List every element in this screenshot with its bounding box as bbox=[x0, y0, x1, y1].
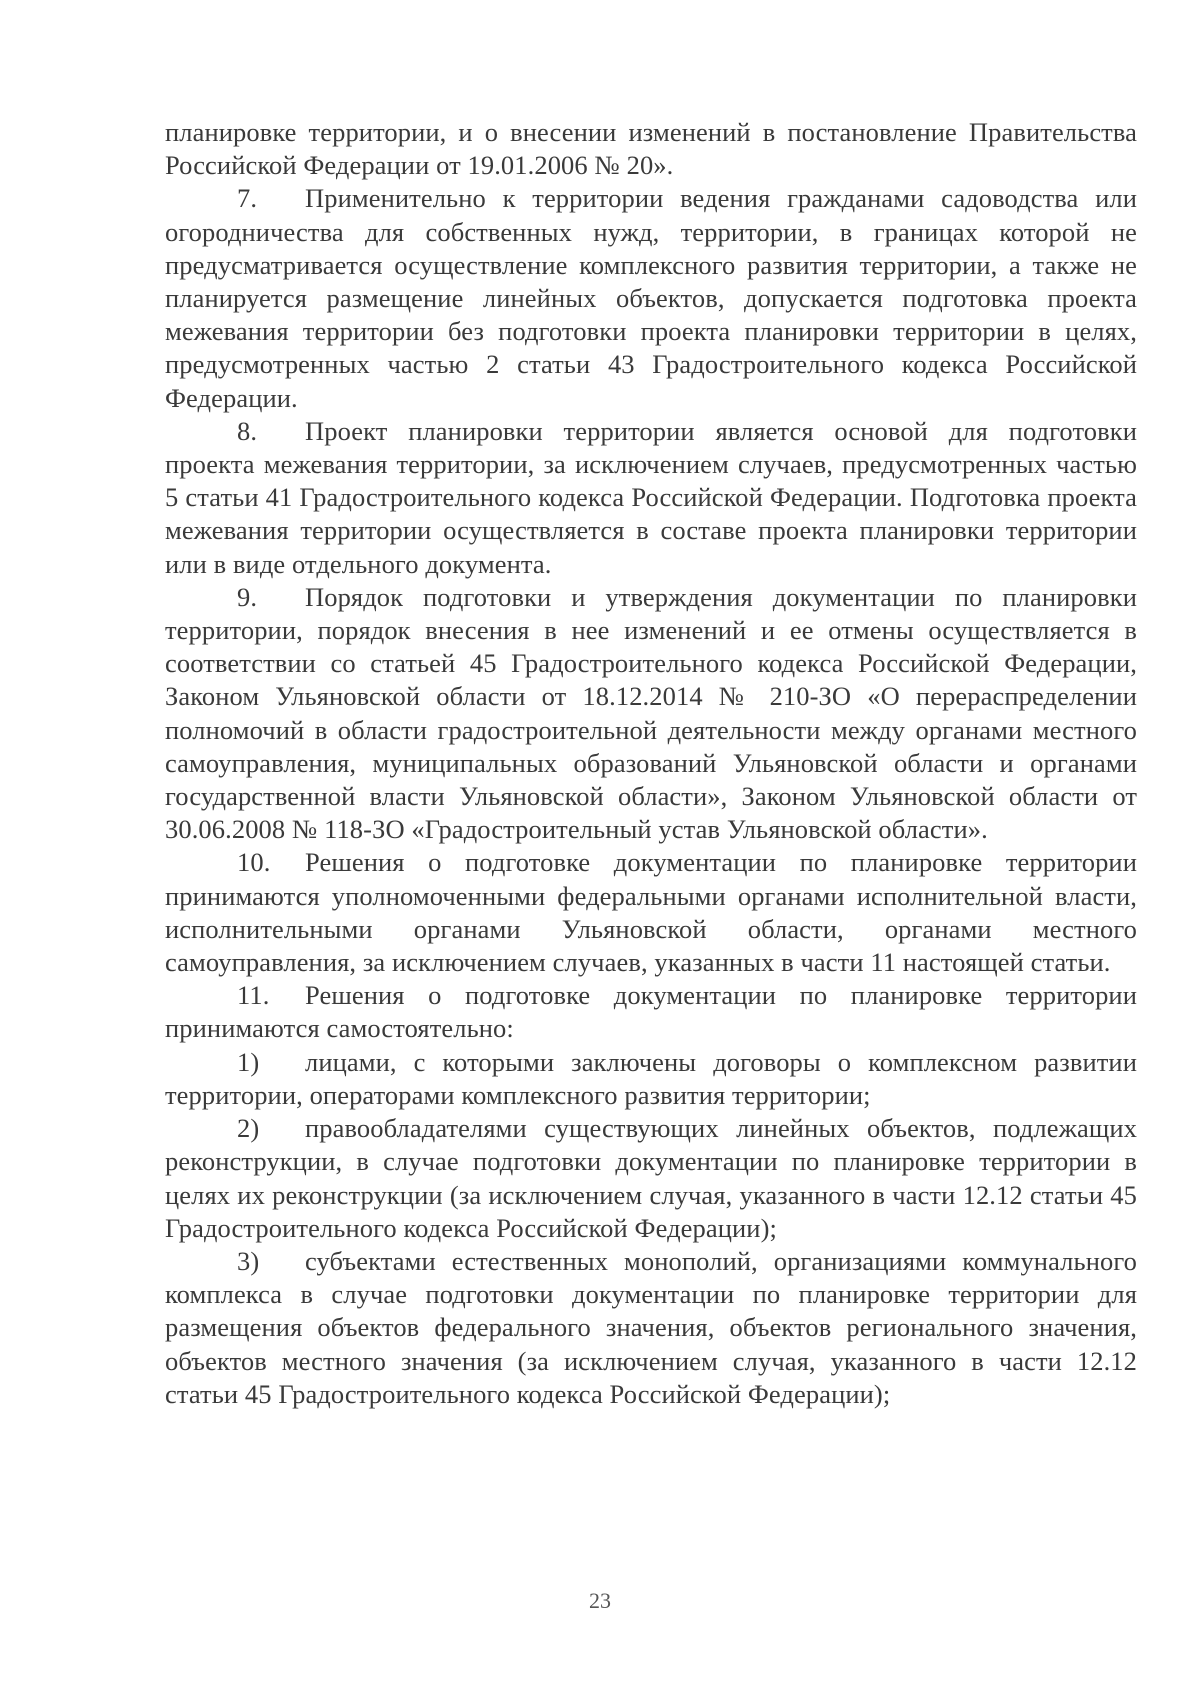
paragraph-number: 8. bbox=[237, 415, 258, 446]
paragraph-item-8 bbox=[165, 415, 1137, 581]
document-body bbox=[165, 116, 1137, 1411]
paragraph-text: Решения о подготовке документации по планировке территории принимаются самостоятельно: bbox=[165, 980, 1137, 1044]
subitem-3 bbox=[165, 1245, 1137, 1411]
subitem-1 bbox=[165, 1046, 1137, 1112]
subitem-number: 3) bbox=[237, 1245, 260, 1276]
paragraph-number: 10. bbox=[237, 847, 271, 878]
paragraph-number: 9. bbox=[237, 581, 258, 612]
paragraph-text: Применительно к территории ведения гражданами садоводства или огородничества для собственных нужд, территории, в границах которой не предусматривается осуществление комплексного развития территории, а также не планируется размещение линейных объектов, допускается подготовка проекта межевания территории без подготовки проекта планировки территории в целях, предусмотренных частью 2 статьи 43 Градостроительного кодекса Российской Федерации. bbox=[165, 183, 1137, 413]
page-number: 23 bbox=[589, 1588, 611, 1613]
paragraph-continuation bbox=[165, 116, 1137, 182]
subitem-text: лицами, с которыми заключены договоры о комплексном развитии территории, операторами комплексного развития территории; bbox=[165, 1046, 1137, 1110]
subitem-text: субъектами естественных монополий, организациями коммунального комплекса в случае подготовки документации по планировке территории для размещения объектов федерального значения, объектов регионального значения, объектов местного значения (за исключением случая, указанного в части 12.12 статьи 45 Градостроительного кодекса Российской Федерации); bbox=[165, 1245, 1137, 1409]
paragraph-item-7 bbox=[165, 182, 1137, 414]
subitem-number: 1) bbox=[237, 1046, 260, 1077]
subitem-text: правообладателями существующих линейных объектов, подлежащих реконструкции, в случае подготовки документации по планировке территории в целях их реконструкции (за исключением случая, указанного в части 12.12 статьи 45 Градостроительного кодекса Российской Федерации); bbox=[165, 1113, 1137, 1243]
paragraph-number: 11. bbox=[237, 980, 270, 1011]
paragraph-number: 7. bbox=[237, 183, 258, 214]
paragraph-text: Порядок подготовки и утверждения документации по планировки территории, порядок внесения в нее изменений и ее отмены осуществляется в соответствии со статьей 45 Градостроительного кодекса Российской Федерации, Законом Ульяновской области от 18.12.2014 № 210-ЗО «О перераспределении полномочий в области градостроительной деятельности между органами местного самоуправления, муниципальных образований Ульяновской области и органами государственной власти Ульяновской области», Законом Ульяновской области от 30.06.2008 № 118-ЗО «Градостроительный устав Ульяновской области». bbox=[165, 581, 1137, 845]
paragraph-text: планировке территории, и о внесении изменений в постановление Правительства Российской Федерации от 19.01.2006 № 20». bbox=[165, 117, 1137, 181]
paragraph-text: Решения о подготовке документации по планировке территории принимаются уполномоченными федеральными органами исполнительной власти, исполнительными органами Ульяновской области, органами местного самоуправления, за исключением случаев, указанных в части 11 настоящей статьи. bbox=[165, 847, 1137, 978]
subitem-number: 2) bbox=[237, 1113, 260, 1144]
subitem-2 bbox=[165, 1112, 1137, 1245]
paragraph-item-10 bbox=[165, 846, 1137, 979]
paragraph-item-9 bbox=[165, 581, 1137, 847]
paragraph-text: Проект планировки территории является основой для подготовки проекта межевания территории, за исключением случаев, предусмотренных частью 5 статьи 41 Градостроительного кодекса Российской Федерации. Подготовка проекта межевания территории осуществляется в составе проекта планировки территории или в виде отдельного документа. bbox=[165, 415, 1137, 579]
paragraph-item-11 bbox=[165, 979, 1137, 1045]
